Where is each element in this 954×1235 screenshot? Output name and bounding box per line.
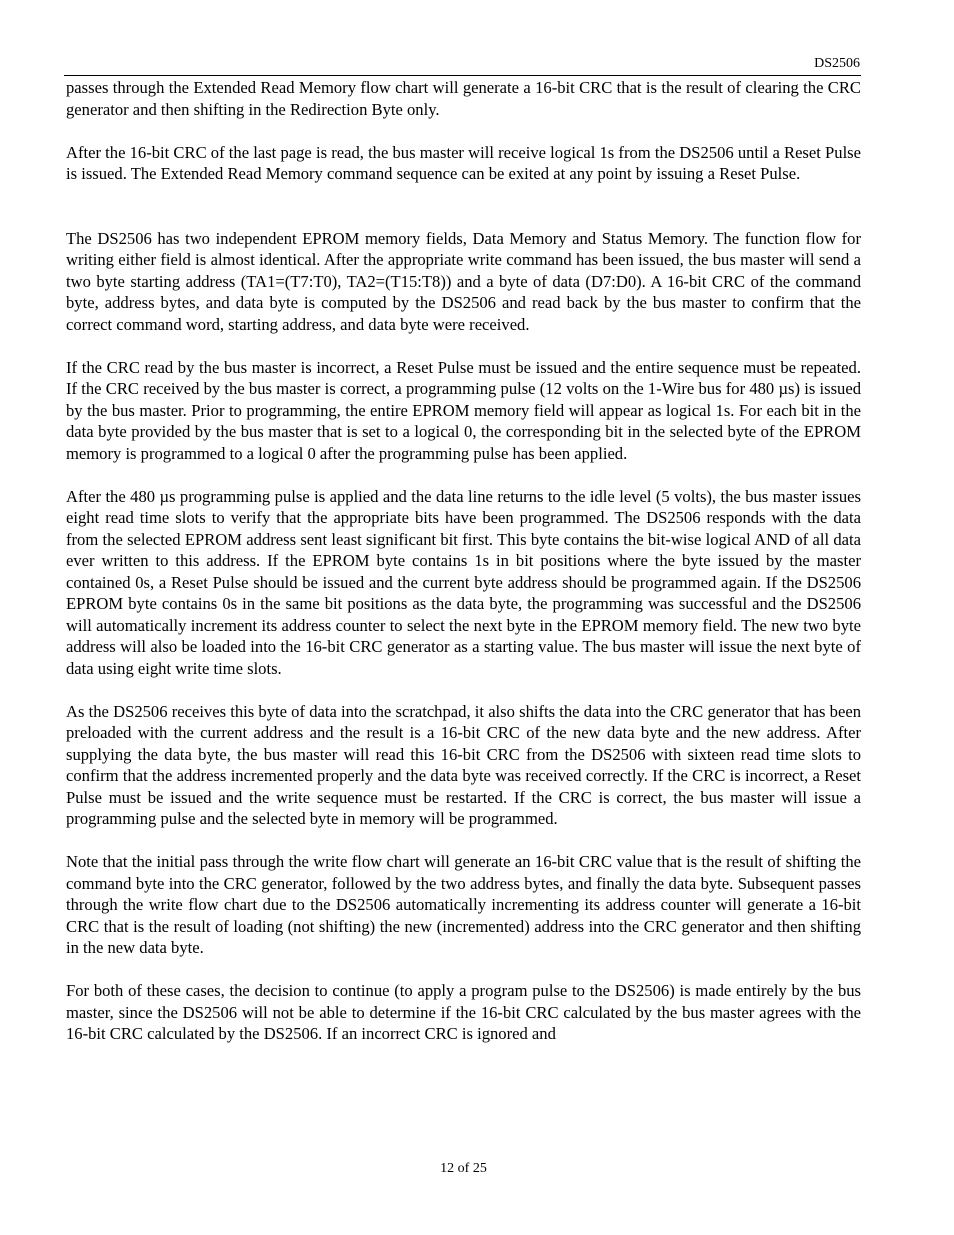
header-divider <box>64 75 861 76</box>
page-number: 12 of 25 <box>440 1161 487 1176</box>
paragraph-initial-pass: Note that the initial pass through the write flow chart will generate an 16-bit CRC value that is the result of shifting the command byte into the CRC generator, followed by the two address bytes, and finally the data byte. Subsequent passes through the write flow chart due to the DS2506 automatically incrementing its address counter will generate a 16-bit CRC that is the result of loading (not shifting) the new (incremented) address into the CRC generator and then shifting in the new data byte. <box>66 852 861 957</box>
paragraph-programming-pulse: If the CRC read by the bus master is incorrect, a Reset Pulse must be issued and the entire sequence must be repeated. If the CRC received by the bus master is correct, a programming pulse (12 volts on the 1-Wire bus for 480 µs) is issued by the bus master. Prior to programming, the entire EPROM memory field will appear as logical 1s. For each bit in the data byte provided by the bus master that is set to a logical 0, the corresponding bit in the selected byte of the EPROM memory is programmed to a logical 0 after the programming pulse has been applied. <box>66 357 861 463</box>
header-part-number: DS2506 <box>814 56 860 71</box>
paragraph-crc-redirection: passes through the Extended Read Memory flow chart will generate a 16-bit CRC that is the result of clearing the CRC generator and then shifting in the Redirection Byte only. <box>66 78 861 119</box>
paragraph-eprom-fields: The DS2506 has two independent EPROM memory fields, Data Memory and Status Memory. The function flow for writing either field is almost identical. After the appropriate write command has been issued, the bus master will send a two byte starting address (TA1=(T7:T0), TA2=(T15:T8)) and a byte of data (D7:D0). A 16-bit CRC of the command byte, address bytes, and data byte is computed by the DS2506 and read back by the bus master to confirm that the correct command word, starting address, and data byte were received. <box>66 228 861 334</box>
paragraph-verify-read: After the 480 µs programming pulse is applied and the data line returns to the idle level (5 volts), the bus master issues eight read time slots to verify that the appropriate bits have been programmed. The DS2506 responds with the data from the selected EPROM address sent least significant bit first. This byte contains the bit-wise logical AND of all data ever written to this address. If the EPROM byte contains 1s in bit positions where the byte issued by the master contained 0s, a Reset Pulse should be issued and the current byte address should be programmed again. If the DS2506 EPROM byte contains 0s in the same bit positions as the data byte, the programming was successful and the DS2506 will automatically increment its address counter to select the next byte in the EPROM memory field. The new two byte address will also be loaded into the 16-bit CRC generator as a starting value. The bus master will issue the next byte of data using eight write time slots. <box>66 486 861 678</box>
paragraph-decision: For both of these cases, the decision to continue (to apply a program pulse to the DS2506) is made entirely by the bus master, since the DS2506 will not be able to determine if the 16-bit CRC calculated by the bus master agrees with the 16-bit CRC calculated by the DS2506. If an incorrect CRC is ignored and <box>66 981 861 1043</box>
paragraph-scratchpad-crc: As the DS2506 receives this byte of data into the scratchpad, it also shifts the data into the CRC generator that has been preloaded with the current address and the result is a 16-bit CRC of the new data byte and the new address. After supplying the data byte, the bus master will read this 16-bit CRC from the DS2506 with sixteen read time slots to confirm that the address incremented properly and the data byte was received correctly. If the CRC is incorrect, a Reset Pulse must be issued and the write sequence must be restarted. If the CRC is correct, the bus master will issue a programming pulse and the selected byte in memory will be programmed. <box>66 701 861 828</box>
document-body <box>66 77 861 1066</box>
paragraph-last-page-crc: After the 16-bit CRC of the last page is read, the bus master will receive logical 1s from the DS2506 until a Reset Pulse is issued. The Extended Read Memory command sequence can be exited at any point by issuing a Reset Pulse. <box>66 142 861 183</box>
